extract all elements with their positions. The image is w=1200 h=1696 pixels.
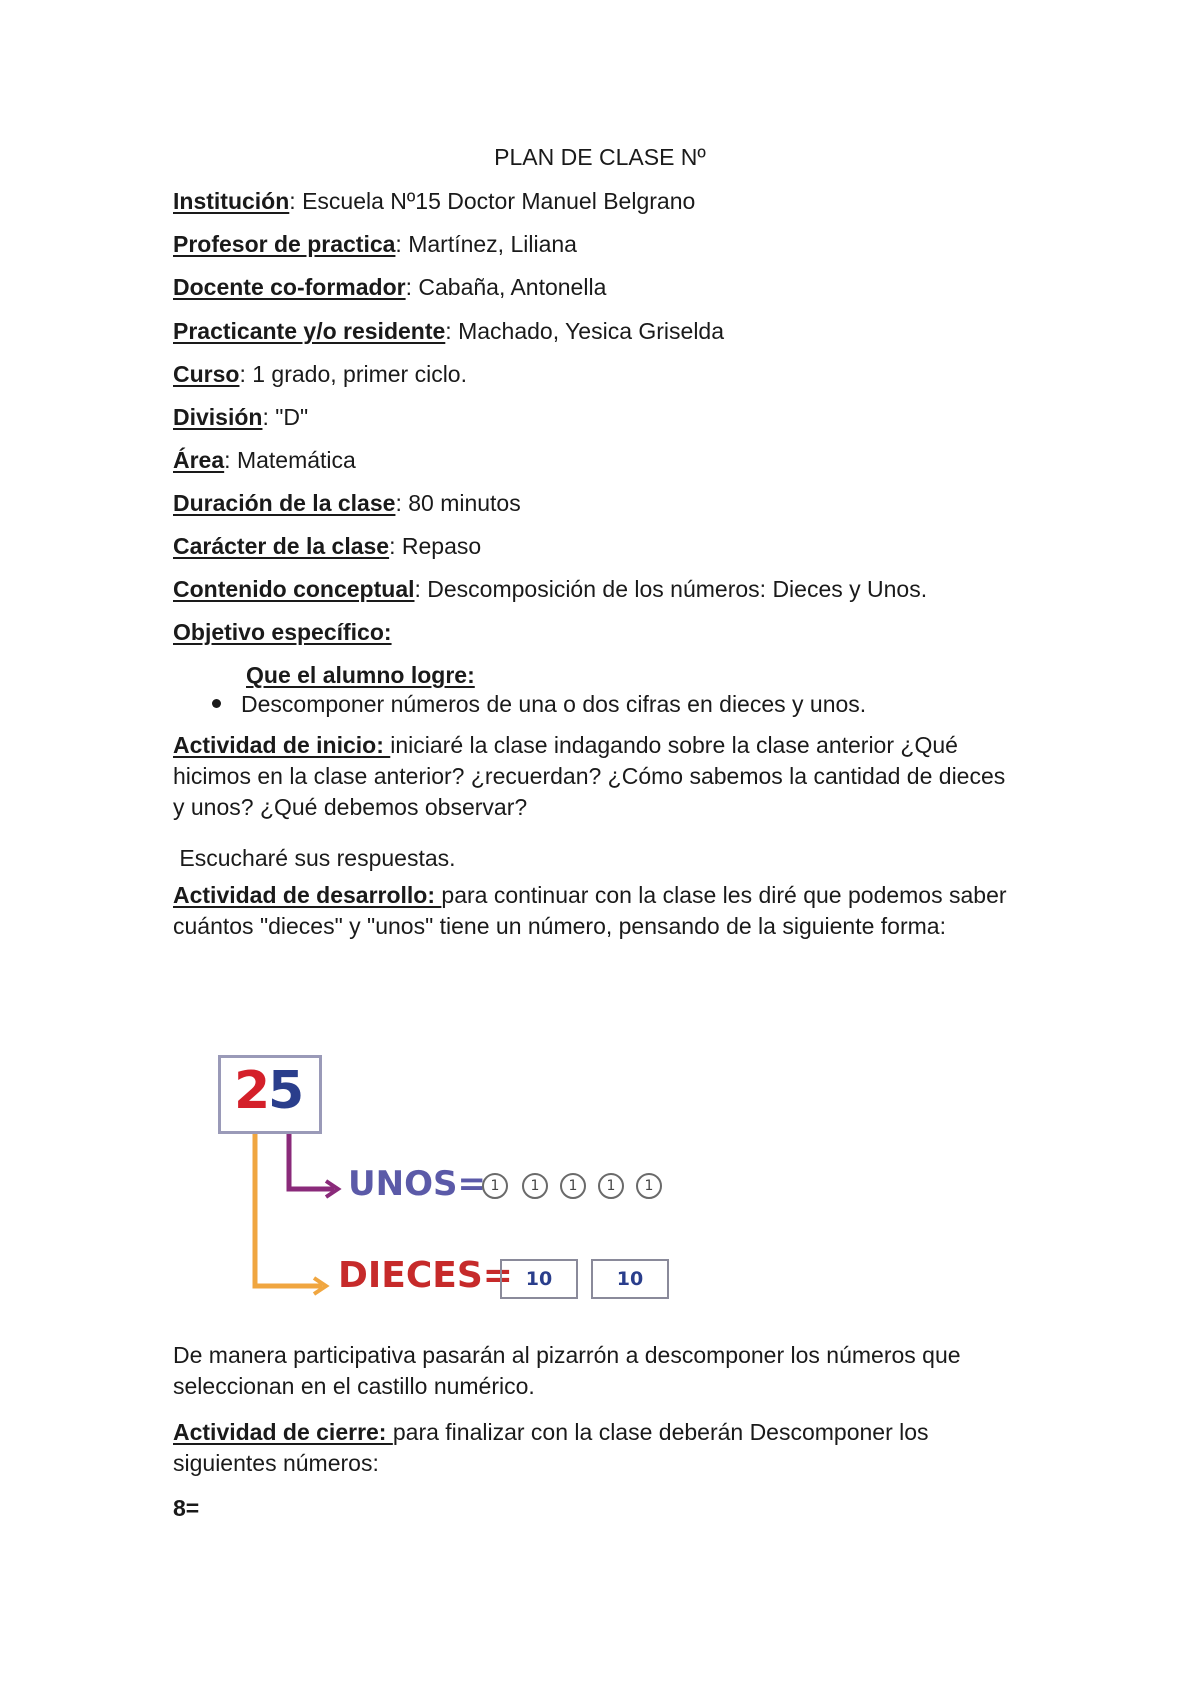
field-label: Docente co-formador xyxy=(173,274,406,300)
field-institucion xyxy=(173,188,695,215)
field-sep: : xyxy=(262,404,276,430)
unit-circle: 1 xyxy=(598,1173,624,1199)
field-value: Martínez, Liliana xyxy=(408,231,577,257)
cierre-text: para finalizar con la clase deberán Descomponer los siguientes números: xyxy=(173,1419,929,1476)
field-sep: : xyxy=(239,361,253,387)
objective-heading xyxy=(173,619,392,646)
unos-label: UNOS= xyxy=(348,1164,486,1204)
participativa-paragraph: De manera participativa pasarán al pizarrón a descomponer los números que seleccionan en el castillo numérico. xyxy=(173,1342,961,1399)
tens-digit: 2 xyxy=(234,1061,271,1121)
inicio-label: Actividad de inicio: xyxy=(173,732,391,758)
field-sep: : xyxy=(414,576,428,602)
desarrollo-text: para continuar con la clase les diré que podemos saber cuántos "dieces" y "unos" tiene un número, pensando de la siguiente forma: xyxy=(173,882,1007,939)
field-duracion xyxy=(173,490,521,517)
objective-bullet-text: Descomponer números de una o dos cifras en dieces y unos. xyxy=(241,691,867,717)
field-label: Profesor de practica xyxy=(173,231,396,257)
field-label: Área xyxy=(173,447,225,473)
field-label: Curso xyxy=(173,361,240,387)
bullet-icon xyxy=(212,699,221,708)
unit-circle: 1 xyxy=(522,1173,548,1199)
objective-heading-text: Objetivo específico: xyxy=(173,619,392,645)
field-value: Repaso xyxy=(401,533,482,559)
field-value: Escuela Nº15 Doctor Manuel Belgrano xyxy=(302,188,696,214)
objective-subheading xyxy=(246,662,475,689)
unit-circle: 1 xyxy=(636,1173,662,1199)
ten-box: 10 xyxy=(500,1259,578,1299)
field-sep: : xyxy=(224,447,237,473)
field-value: Descomposición de los números: Dieces y Unos. xyxy=(427,576,928,602)
field-sep: : xyxy=(405,274,419,300)
page-title: PLAN DE CLASE Nº xyxy=(494,144,706,170)
inicio-text: iniciaré la clase indagando sobre la clase anterior ¿Qué hicimos en la clase anterior? ¿recuerdan? ¿Cómo sabemos la cantidad de dieces y unos? ¿Qué debemos observar? xyxy=(173,732,1006,820)
field-label: Carácter de la clase xyxy=(173,533,390,559)
field-division xyxy=(173,404,308,431)
actividad-cierre xyxy=(173,1417,1023,1479)
field-docente xyxy=(173,274,606,301)
field-label: Contenido conceptual xyxy=(173,576,415,602)
unit-circle: 1 xyxy=(482,1173,508,1199)
final-number: 8= xyxy=(173,1495,200,1521)
field-curso xyxy=(173,361,467,388)
objective-subheading-text: Que el alumno logre: xyxy=(246,662,475,688)
field-sep: : xyxy=(395,231,409,257)
field-value: 1 grado, primer ciclo. xyxy=(252,361,467,387)
field-sep: : xyxy=(395,490,409,516)
field-area xyxy=(173,447,356,474)
objective-bullet xyxy=(212,691,866,718)
actividad-inicio xyxy=(173,730,1023,823)
field-label: División xyxy=(173,404,263,430)
field-label: Practicante y/o residente xyxy=(173,318,446,344)
field-contenido xyxy=(173,576,927,603)
field-sep: : xyxy=(389,533,402,559)
unit-circle: 1 xyxy=(560,1173,586,1199)
inicio-followup: Escucharé sus respuestas. xyxy=(173,845,456,871)
actividad-desarrollo xyxy=(173,880,1023,942)
field-value: 80 minutos xyxy=(408,490,521,516)
field-value: Matemática xyxy=(236,447,356,473)
cierre-label: Actividad de cierre: xyxy=(173,1419,393,1445)
field-practicante xyxy=(173,318,724,345)
dieces-label: DIECES= xyxy=(338,1255,513,1296)
field-profesor xyxy=(173,231,577,258)
field-sep: : xyxy=(289,188,303,214)
field-sep: : xyxy=(445,318,459,344)
desarrollo-label: Actividad de desarrollo: xyxy=(173,882,442,908)
ten-box: 10 xyxy=(591,1259,669,1299)
field-value: Cabaña, Antonella xyxy=(418,274,607,300)
field-caracter xyxy=(173,533,481,560)
field-label: Duración de la clase xyxy=(173,490,396,516)
decomposition-figure xyxy=(210,1050,700,1320)
units-digit: 5 xyxy=(268,1061,305,1121)
field-label: Institución xyxy=(173,188,290,214)
field-value: "D" xyxy=(275,404,309,430)
field-value: Machado, Yesica Griselda xyxy=(458,318,725,344)
